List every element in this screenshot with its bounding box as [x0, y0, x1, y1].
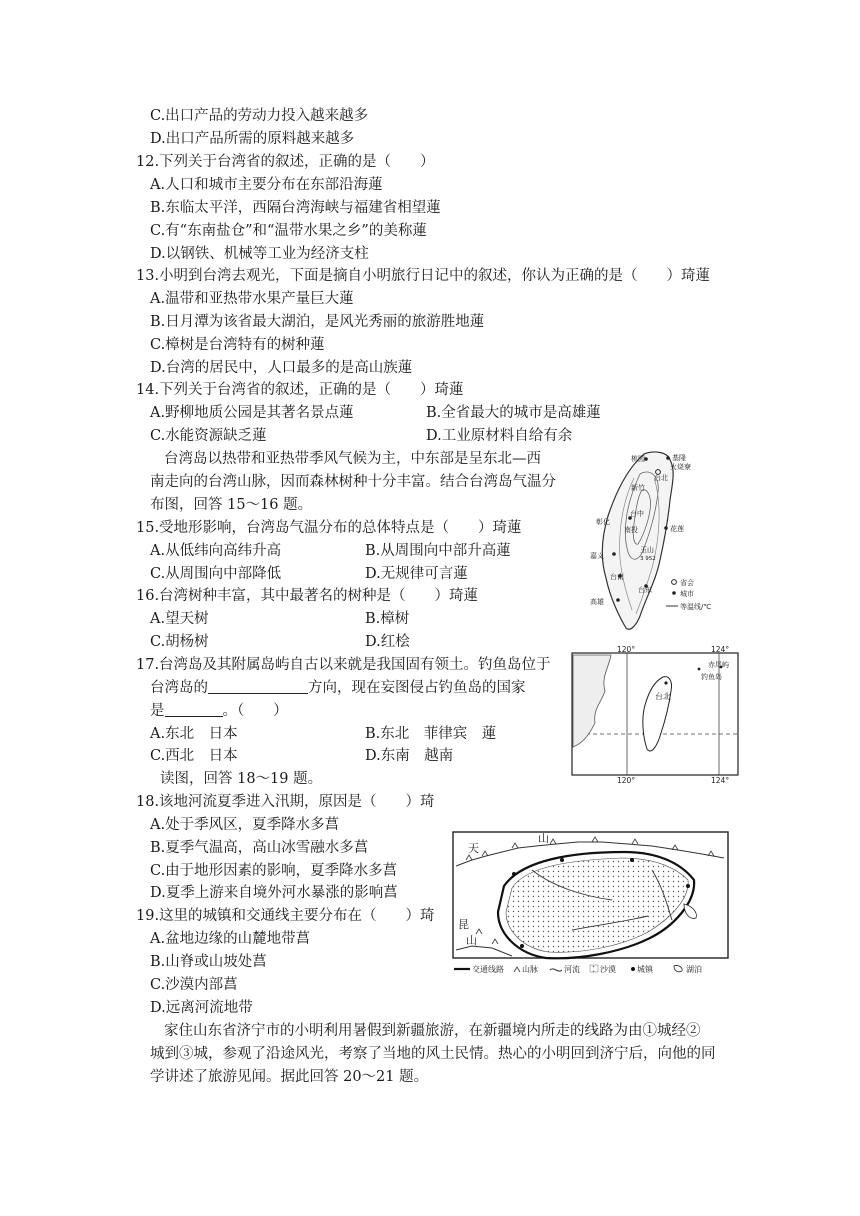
q19-option-d: D.远离河流地带	[150, 1000, 253, 1016]
town-dot	[512, 872, 516, 876]
legend-town-symbol	[631, 967, 635, 971]
label-yushan: 玉山	[640, 546, 654, 554]
q18-option-c: C.由于地形因素的影响，夏季降水多菖	[150, 863, 398, 879]
q18-option-d: D.夏季上游来自境外河水暴涨的影响菖	[150, 885, 398, 901]
q17-line3-start: 是	[150, 703, 165, 719]
label-kaohsiung: 高雄	[590, 598, 604, 606]
q19-stem: 19.这里的城镇和交通线主要分布在（ ）琦	[136, 908, 435, 924]
q12-option-d: D.以钢铁、机械等工业为经济支柱	[150, 246, 369, 262]
q16-option-d: D.红桧	[365, 634, 410, 650]
q12-option-c: C.有“东南盐仓”和“温带水果之乡”的美称蓮	[150, 223, 427, 239]
town-dot	[560, 858, 564, 862]
label-diaoyu: 钓鱼岛	[701, 673, 722, 681]
q16-option-b: B.樟树	[365, 611, 410, 627]
label-nantou: 南投	[624, 526, 638, 534]
q13-option-b: B.日月潭为该省最大湖泊，是风光秀丽的旅游胜地蓮	[150, 314, 485, 330]
label-kun: 昆	[458, 918, 469, 931]
q12-stem: 12.下列关于台湾省的叙述，正确的是（ ）	[136, 154, 435, 170]
legend-city-label: 城市	[680, 590, 694, 598]
legend-desert-label: 沙漠	[600, 965, 616, 974]
diaoyu-island-map	[571, 643, 740, 784]
legend-isotherm-label: 等温线/℃	[680, 603, 712, 611]
legend-river-symbol	[550, 969, 562, 971]
passage1-line2: 南走向的台湾山脉，因而森林树种十分丰富。结合台湾岛气温分	[150, 474, 556, 490]
passage1-line3: 布图，回答 15～16 题。	[150, 497, 313, 513]
q11-option-d: D.出口产品所需的原料越来越多	[150, 131, 355, 147]
label-chiayi: 嘉义	[590, 552, 604, 560]
city-dot	[666, 456, 670, 460]
legend-capital-label: 省会	[680, 579, 694, 587]
q18-stem: 18.该地河流夏季进入汛期，原因是（ ）琦	[136, 794, 435, 810]
q17-option-b: B.东北 菲律宾 蓮	[365, 726, 497, 742]
q14-option-a: A.野柳地质公园是其著名景点蓮	[150, 405, 354, 421]
q15-option-b: B.从周围向中部升高蓮	[365, 543, 511, 559]
q14-option-d: D.工业原材料自给有余	[426, 428, 573, 444]
q13-option-a: A.温带和亚热带水果产量巨大蓮	[150, 291, 354, 307]
label-tian: 天	[468, 842, 479, 855]
city-dot	[664, 526, 668, 530]
q12-option-a: A.人口和城市主要分布在东部沿海蓮	[150, 177, 383, 193]
q18-option-a: A.处于季风区，夏季降水多菖	[150, 817, 340, 833]
label-shan-1: 山	[538, 832, 549, 845]
legend-desert-symbol	[590, 965, 598, 972]
diaoyu-dot	[698, 668, 701, 671]
label-taichung: 台中	[630, 510, 644, 518]
passage3-line2: 城到③城，参观了沿途风光，考察了当地的风土民情。热心的小明回到济宁后，向他的同	[150, 1046, 716, 1062]
q17-blank-direction	[208, 679, 308, 694]
q17-blank-country	[165, 702, 223, 717]
q15-option-c: C.从周围向中部降低	[150, 566, 282, 582]
q15-option-a: A.从低纬向高纬升高	[150, 543, 282, 559]
legend-mountain-label: 山脉	[522, 965, 538, 974]
q12-option-b: B.东临太平洋，西隔台湾海峡与福建省相望蓮	[150, 200, 441, 216]
label-taipei: 台北	[654, 474, 668, 482]
label-shan-2: 山	[466, 934, 477, 947]
legend-city-symbol	[672, 591, 676, 595]
q19-option-a: A.盆地边缘的山麓地带菖	[150, 931, 311, 947]
legend-town-label: 城镇	[637, 965, 653, 974]
label-hualien: 花莲	[670, 525, 684, 533]
q13-option-d: D.台湾的居民中，人口最多的是高山族蓮	[150, 360, 413, 376]
legend-mountain-symbol	[514, 967, 520, 972]
q15-stem: 15.受地形影响，台湾岛气温分布的总体特点是（ ）琦蓮	[136, 520, 522, 536]
q17-option-d: D.东南 越南	[365, 748, 454, 764]
passage3-line3: 学讲述了旅游见闻。据此回答 20～21 题。	[150, 1069, 429, 1085]
q17-line3	[150, 701, 288, 721]
q13-option-c: C.樟树是台湾特有的树种蓮	[150, 337, 325, 353]
q19-option-c: C.沙漠内部菖	[150, 977, 238, 993]
legend-route-label: 交通线路	[472, 965, 504, 974]
q17-line1: 17.台湾岛及其附属岛屿自古以来就是我国固有领土。钓鱼岛位于	[136, 657, 551, 673]
q16-option-a: A.望天树	[150, 611, 209, 627]
passage1-line1: 台湾岛以热带和亚热带季风气候为主，中东部是呈东北—西	[164, 451, 541, 467]
town-dot	[520, 944, 524, 948]
legend-capital-symbol	[672, 580, 677, 585]
label-lon-124-top: 124°	[711, 645, 730, 654]
town-dot	[686, 884, 690, 888]
q16-option-c: C.胡杨树	[150, 634, 209, 650]
passage3-line1: 家住山东省济宁市的小明利用暑假到新疆旅游，在新疆境内所走的线路为由①城经②	[164, 1023, 701, 1039]
q18-option-b: B.夏季气温高，高山冰雪融水多菖	[150, 840, 369, 856]
label-taitung: 台东	[638, 586, 652, 594]
label-changhua: 彰化	[596, 518, 610, 526]
label-huoshaoliao: 火烧寮	[670, 463, 691, 471]
legend-lake-label: 湖泊	[686, 965, 702, 974]
q11-option-c: C.出口产品的劳动力投入越来越多	[150, 108, 369, 124]
q15-option-d: D.无规律可言蓮	[365, 566, 468, 582]
q17-line2-start: 台湾岛的	[150, 680, 208, 696]
legend-river-label: 河流	[564, 965, 580, 974]
basin-map	[452, 830, 729, 976]
q13-stem: 13.小明到台湾去观光，下面是摘自小明旅行日记中的叙述，你认为正确的是（ ）琦蓮	[136, 268, 711, 284]
taipei-dot	[664, 681, 667, 684]
city-dot	[612, 552, 616, 556]
city-dot	[616, 598, 620, 602]
label-lon-124-bottom: 124°	[711, 776, 730, 784]
label-keelung: 基隆	[672, 454, 686, 462]
q17-option-c: C.西北 日本	[150, 748, 238, 764]
q16-stem: 16.台湾树种丰富，其中最著名的树种是（ ）琦蓮	[136, 588, 479, 604]
label-lon-120-bottom: 120°	[617, 776, 636, 784]
q17-line2-end: 方向，现在妄图侵占钓鱼岛的国家	[308, 680, 526, 696]
label-tainan: 台南	[610, 573, 624, 581]
q17-option-a: A.东北 日本	[150, 726, 238, 742]
label-taoyuan: 桃园	[631, 455, 645, 463]
label-chiweiyu: 赤尾屿	[708, 661, 729, 669]
legend-lake-symbol	[674, 965, 682, 971]
q19-option-b: B.山脊或山坡处菖	[150, 954, 267, 970]
town-dot	[630, 858, 634, 862]
q14-stem: 14.下列关于台湾省的叙述，正确的是（ ）琦蓮	[136, 382, 464, 398]
label-yushan-elevation: 3 952	[640, 556, 656, 562]
taiwan-temperature-map	[584, 448, 720, 634]
label-taipei: 台北	[655, 692, 671, 701]
label-lon-120-top: 120°	[617, 645, 636, 654]
passage2: 读图，回答 18～19 题。	[160, 771, 323, 787]
q17-line2	[150, 678, 526, 698]
q17-line3-end: 。（ ）	[222, 703, 288, 719]
q14-option-b: B.全省最大的城市是高雄蓮	[426, 405, 601, 421]
q14-option-c: C.水能资源缺乏蓮	[150, 428, 267, 444]
label-hsinchu: 新竹	[631, 484, 645, 492]
